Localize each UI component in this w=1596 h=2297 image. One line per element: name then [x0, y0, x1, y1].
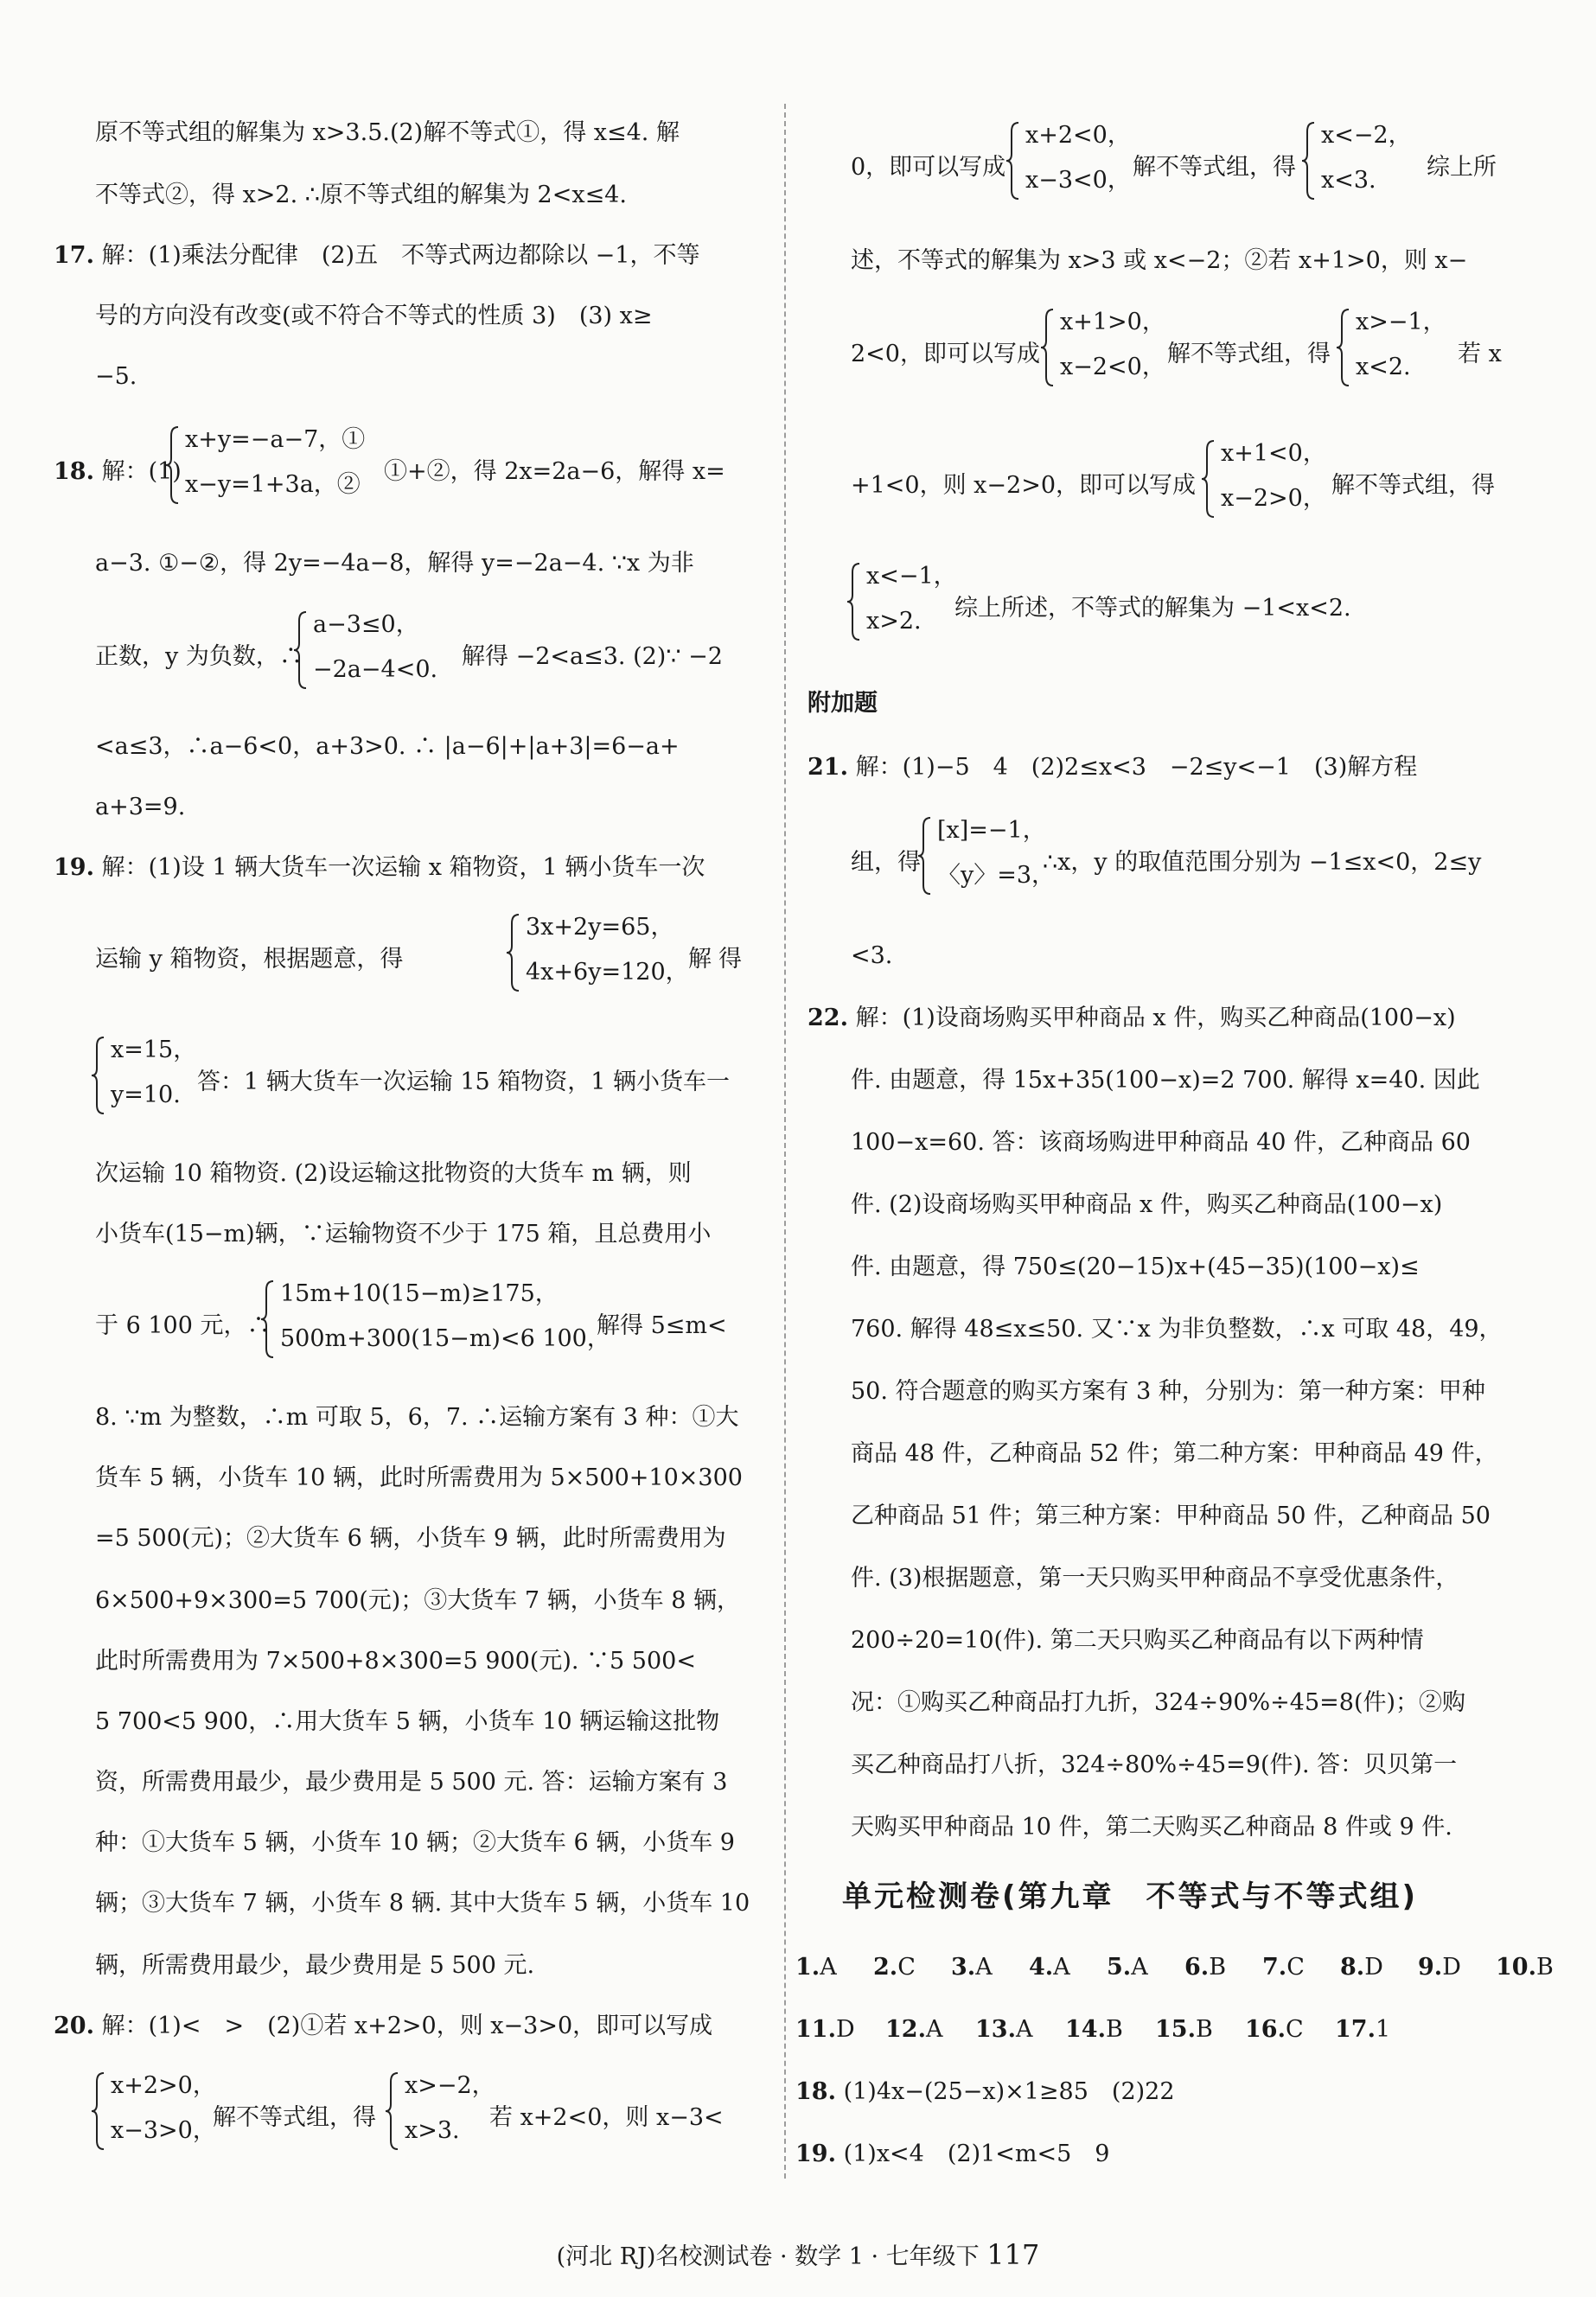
question-number: 20. [54, 2013, 94, 2039]
equation-line: 3x+2y=65， [526, 914, 674, 941]
text-line: 天购买甲种商品 10 件，第二天购买乙种商品 8 件或 9 件. [851, 1814, 1452, 1841]
answer-number: 9. [1418, 1954, 1443, 1981]
page-footer [0, 2237, 1596, 2271]
text-line: 若 x [1458, 341, 1502, 367]
answer-number: 16. [1245, 2016, 1286, 2043]
text-line: 2<0，即可以写成 [851, 341, 1040, 367]
inequality-line: a−3≤0， [313, 611, 419, 638]
answer-row-1 [795, 1952, 1596, 1983]
answer-number: 11. [795, 2016, 836, 2043]
answer-number: 2. [873, 1954, 898, 1981]
question-19 [54, 852, 705, 884]
answer-item [873, 1952, 951, 1983]
text-line: 组，得 [851, 849, 921, 876]
equation-line: x+y=−a−7，① [185, 426, 366, 453]
question-22 [808, 1003, 1456, 1034]
question-17 [54, 240, 699, 271]
text-line: 辆；③大货车 7 辆，小货车 8 辆. 其中大货车 5 辆，小货车 10 [95, 1890, 750, 1917]
answer-number: 7. [1262, 1954, 1287, 1981]
answer-row-2 [795, 2014, 1596, 2045]
answer-number: 15. [1155, 2016, 1196, 2043]
question-number: 22. [808, 1005, 848, 1031]
text-line: 解得 5≤m< [597, 1312, 727, 1339]
answer-choice: C [1286, 1954, 1305, 1981]
answer-item [885, 2014, 975, 2045]
inequality-line: x+2>0， [111, 2072, 216, 2099]
question-21 [808, 752, 1417, 783]
text-line: 原不等式组的解集为 x>3.5.(2)解不等式①，得 x≤4. 解 [95, 119, 680, 146]
answer-choice: C [1285, 2016, 1304, 2043]
answer-number: 8. [1340, 1954, 1365, 1981]
text-line: 解：(1)乘法分配律 (2)五 不等式两边都除以 −1，不等 [101, 242, 700, 269]
answer-number: 3. [951, 1954, 976, 1981]
text-line: 件. 由题意，得 750≤(20−15)x+(45−35)(100−x)≤ [851, 1254, 1420, 1280]
brace-icon [1300, 121, 1318, 201]
text-line: 正数，y 为负数，∴ [95, 643, 303, 670]
brace-icon [1005, 121, 1022, 201]
text-line: 辆，所需费用最少，最少费用是 5 500 元. [95, 1952, 535, 1979]
inequality-line: 500m+300(15−m)<6 100， [280, 1325, 610, 1352]
text-line: 综上所述，不等式的解集为 −1<x<2. [954, 595, 1351, 622]
inequality-line: x+1>0， [1060, 309, 1165, 335]
question-number: 17. [54, 242, 94, 269]
text-line: ①+②，得 2x=2a−6，解得 x= [384, 458, 725, 485]
text-line: 货车 5 辆，小货车 10 辆，此时所需费用为 5×500+10×300 [95, 1464, 743, 1491]
footer-text: (河北 RJ)名校测试卷 · 数学 1 · 七年级下 [556, 2243, 980, 2270]
answer-item [975, 2014, 1065, 2045]
column-divider [784, 104, 786, 2179]
text-line: 5 700<5 900，∴用大货车 5 辆，小货车 10 辆运输这批物 [95, 1708, 720, 1735]
brace-icon [505, 913, 522, 992]
answer-item [1029, 1952, 1107, 1983]
text-line: 6×500+9×300=5 700(元)；③大货车 7 辆，小货车 8 辆， [95, 1587, 740, 1614]
answer-number: 4. [1029, 1954, 1054, 1981]
text-line: 答：1 辆大货车一次运输 15 箱物资，1 辆小货车一 [197, 1069, 731, 1095]
inequality-line: x<−1， [866, 563, 957, 590]
answer-number: 10. [1496, 1954, 1536, 1981]
inequality-line: x<−2， [1321, 122, 1412, 149]
inequality-line: −2a−4<0. [313, 656, 438, 683]
text-line: 解得 [688, 946, 749, 973]
answer-number: 5. [1107, 1954, 1132, 1981]
equation-line: x−y=1+3a，② [185, 471, 361, 498]
answer-item [1340, 1952, 1418, 1983]
text-line: 50. 符合题意的购买方案有 3 种，分别为：第一种方案：甲种 [851, 1378, 1485, 1405]
answer-choice: 1 [1375, 2016, 1391, 2043]
text-line: 买乙种商品打八折，324÷80%÷45=9(件). 答：贝贝第一 [851, 1751, 1458, 1778]
text-line: 解：(1)< > (2)①若 x+2>0，则 x−3>0，即可以写成 [101, 2013, 713, 2039]
text-line: 解不等式组，得 [213, 2104, 376, 2131]
inequality-line: x>2. [866, 608, 922, 635]
answer-item [1184, 1952, 1262, 1983]
answer-item [1496, 1952, 1574, 1983]
answer-choice: D [1442, 1954, 1461, 1981]
answer-choice: B [1105, 2016, 1123, 2043]
question-18 [54, 456, 182, 488]
inequality-line: x−2<0， [1060, 354, 1165, 380]
answer-choice: A [1131, 1954, 1148, 1981]
answer-choice: D [1364, 1954, 1383, 1981]
text-line: <3. [851, 942, 893, 969]
inequality-line: x>−2， [405, 2072, 495, 2099]
text-line: 若 x+2<0，则 x−3< [489, 2104, 724, 2131]
text-line: 解：(1) [101, 458, 182, 485]
page-number: 117 [986, 2238, 1040, 2271]
answer-choice: A [1015, 2016, 1033, 2043]
answer-choice: C [897, 1954, 916, 1981]
text-line: =5 500(元)；②大货车 6 辆，小货车 9 辆，此时所需费用为 [95, 1525, 726, 1552]
text-line: 件. (2)设商场购买甲种商品 x 件，购买乙种商品(100−x) [851, 1191, 1443, 1218]
equation-line: 4x+6y=120， [526, 959, 689, 986]
text-line: 于 6 100 元，∴ [95, 1312, 271, 1339]
answer-number: 14. [1065, 2016, 1106, 2043]
equation-line: 〈y〉=3， [937, 862, 1056, 889]
answer-choice: A [1053, 1954, 1070, 1981]
brace-icon [90, 1036, 107, 1115]
question-19-answer [795, 2139, 1109, 2170]
text-line: 0，即可以写成 [851, 154, 1006, 181]
answer-choice: A [925, 2016, 943, 2043]
answer-choice: B [1209, 1954, 1227, 1981]
answer-item [795, 1952, 873, 1983]
inequality-line: x+2<0， [1025, 122, 1131, 149]
text-line: 述，不等式的解集为 x>3 或 x<−2；②若 x+1>0，则 x− [851, 247, 1468, 274]
inequality-line: x<2. [1356, 354, 1411, 380]
answer-item [1335, 2014, 1425, 2045]
question-number: 21. [808, 754, 848, 781]
brace-icon [1200, 439, 1217, 519]
text-line: (1)4x−(25−x)×1≥85 (2)22 [843, 2078, 1175, 2105]
inequality-line: x−3>0， [111, 2117, 216, 2144]
text-line: a+3=9. [95, 794, 186, 820]
inequality-line: x−3<0， [1025, 167, 1131, 194]
inequality-line: x>−1， [1356, 309, 1446, 335]
text-line: −5. [95, 363, 137, 390]
answer-number: 13. [975, 2016, 1016, 2043]
text-line: +1<0，则 x−2>0，即可以写成 [851, 472, 1197, 499]
answer-choice: B [1195, 2016, 1213, 2043]
answer-item [1245, 2014, 1335, 2045]
text-line: 解不等式组，得 [1133, 154, 1296, 181]
answer-item [1107, 1952, 1184, 1983]
answer-choice: B [1535, 1954, 1554, 1981]
text-line: 760. 解得 48≤x≤50. 又∵x 为非负整数，∴x 可取 48，49， [851, 1316, 1503, 1343]
answer-choice: A [975, 1954, 993, 1981]
text-line: 乙种商品 51 件；第三种方案：甲种商品 50 件，乙种商品 50 [851, 1503, 1491, 1529]
answer-item [951, 1952, 1029, 1983]
text-line: 次运输 10 箱物资. (2)设运输这批物资的大货车 m 辆，则 [95, 1160, 692, 1187]
answer-item [1155, 2014, 1245, 2045]
answer-item [1418, 1952, 1496, 1983]
text-line: 8. ∵m 为整数，∴m 可取 5，6，7. ∴运输方案有 3 种：①大 [95, 1404, 739, 1431]
answer-number: 6. [1184, 1954, 1210, 1981]
text-line: 况：①购买乙种商品打九折，324÷90%÷45=8(件)；②购 [851, 1689, 1466, 1716]
brace-icon [1039, 308, 1057, 387]
text-line: 100−x=60. 答：该商场购进甲种商品 40 件，乙种商品 60 [851, 1129, 1471, 1156]
question-number: 18. [54, 458, 94, 485]
text-line: 种：①大货车 5 辆，小货车 10 辆；②大货车 6 辆，小货车 9 [95, 1829, 735, 1856]
text-line: 件. 由题意，得 15x+35(100−x)=2 700. 解得 x=40. 因此 [851, 1067, 1480, 1094]
unit-test-title: 单元检测卷(第九章 不等式与不等式组) [842, 1879, 1419, 1914]
brace-icon [384, 2071, 401, 2151]
text-line: 解：(1)−5 4 (2)2≤x<3 −2≤y<−1 (3)解方程 [855, 754, 1418, 781]
question-number: 18. [795, 2078, 836, 2105]
equation-line: [x]=−1， [937, 817, 1046, 844]
section-heading: 附加题 [808, 690, 878, 717]
text-line: 此时所需费用为 7×500+8×300=5 900(元). ∵5 500< [95, 1648, 696, 1675]
brace-icon [1335, 308, 1352, 387]
answer-number: 17. [1335, 2016, 1376, 2043]
answer-number: 1. [795, 1954, 820, 1981]
text-line: a−3. ①−②，得 2y=−4a−8，解得 y=−2a−4. ∵x 为非 [95, 550, 694, 577]
brace-icon [259, 1279, 277, 1359]
question-number: 19. [795, 2141, 836, 2167]
text-line: <a≤3，∴a−6<0，a+3>0. ∴ |a−6|+|a+3|=6−a+ [95, 733, 680, 760]
inequality-line: x+1<0， [1221, 440, 1326, 467]
brace-icon [292, 610, 310, 690]
brace-icon [916, 816, 934, 896]
text-line: 运输 y 箱物资，根据题意，得 [95, 946, 404, 973]
text-line: 200÷20=10(件). 第二天只购买乙种商品有以下两种情 [851, 1627, 1424, 1654]
inequality-line: x<3. [1321, 167, 1376, 194]
brace-icon [90, 2071, 107, 2151]
text-line: 商品 48 件，乙种商品 52 件；第二种方案：甲种商品 49 件， [851, 1440, 1498, 1467]
text-line: 解得 −2<a≤3. (2)∵ −2 [462, 643, 723, 670]
inequality-line: x>3. [405, 2117, 460, 2144]
brace-icon [846, 562, 863, 641]
inequality-line: x−2>0， [1221, 485, 1326, 512]
text-line: 号的方向没有改变(或不符合不等式的性质 3) (3) x≥ [95, 303, 653, 329]
equation-line: x=15， [111, 1037, 197, 1063]
text-line: ∴x，y 的取值范围分别为 −1≤x<0，2≤y [1043, 849, 1482, 876]
text-line: (1)x<4 (2)1<m<5 9 [843, 2141, 1110, 2167]
text-line: 小货车(15−m)辆，∵运输物资不少于 175 箱，且总费用小 [95, 1221, 712, 1247]
answer-choice: D [835, 2016, 855, 2043]
answer-item [1262, 1952, 1340, 1983]
question-20 [54, 2011, 712, 2042]
inequality-line: 15m+10(15−m)≥175， [280, 1280, 559, 1307]
answer-item [795, 2014, 885, 2045]
text-line: 解不等式组，得 [1331, 472, 1495, 499]
brace-icon [164, 425, 182, 505]
equation-line: y=10. [111, 1082, 181, 1108]
text-line: 解：(1)设商场购买甲种商品 x 件，购买乙种商品(100−x) [855, 1005, 1456, 1031]
text-line: 件. (3)根据题意，第一天只购买甲种商品不享受优惠条件， [851, 1565, 1459, 1592]
answer-choice: A [820, 1954, 837, 1981]
text-line: 不等式②，得 x>2. ∴原不等式组的解集为 2<x≤4. [95, 182, 627, 208]
question-18-answer [795, 2077, 1175, 2108]
answer-number: 12. [885, 2016, 926, 2043]
text-line: 解不等式组，得 [1167, 341, 1331, 367]
text-line: 综上所 [1427, 154, 1497, 181]
question-number: 19. [54, 854, 94, 881]
text-line: 解：(1)设 1 辆大货车一次运输 x 箱物资，1 辆小货车一次 [101, 854, 705, 881]
text-line: 资，所需费用最少，最少费用是 5 500 元. 答：运输方案有 3 [95, 1769, 728, 1796]
answer-item [1065, 2014, 1155, 2045]
